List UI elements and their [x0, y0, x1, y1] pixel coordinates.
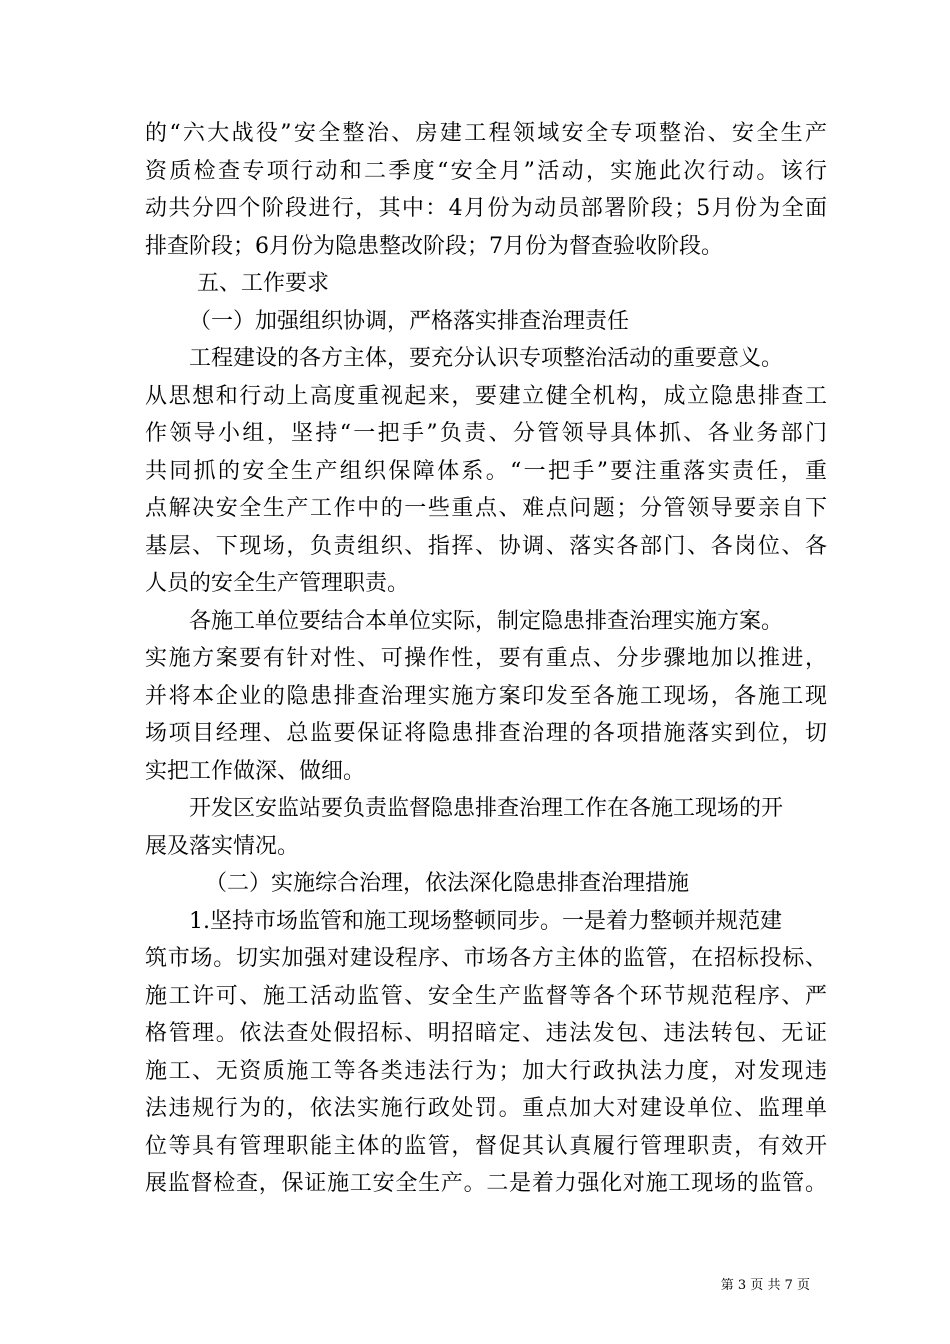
text-line: 展监督检查，保证施工安全生产。二是着力强化对施工现场的监管。 [145, 1171, 827, 1196]
text-line: 作领导小组，坚持“一把手”负责、分管领导具体抓、各业务部门 [145, 421, 827, 446]
text-line: 点解决安全生产工作中的一些重点、难点问题；分管领导要亲自下 [145, 496, 827, 521]
text-line: 法违规行为的，依法实施行政处罚。重点加大对建设单位、监理单 [145, 1096, 827, 1121]
text-line: 的“六大战役”安全整治、房建工程领域安全专项整治、安全生产 [145, 121, 827, 146]
text-line: 格管理。依法查处假招标、明招暗定、违法发包、违法转包、无证 [145, 1021, 827, 1046]
text-line: 位等具有管理职能主体的监管，督促其认真履行管理职责，有效开 [145, 1133, 827, 1159]
text-line: 排查阶段；6月份为隐患整改阶段；7月份为督查验收阶段。 [145, 233, 723, 259]
text-line: 展及落实情况。 [145, 833, 300, 859]
text-line: 1.坚持市场监管和施工现场整顿同步。一是着力整顿并规范建 [189, 908, 782, 934]
text-line: 各施工单位要结合本单位实际，制定隐患排查治理实施方案。 [189, 608, 784, 634]
text-line: 实施方案要有针对性、可操作性，要有重点、分步骤地加以推进， [145, 646, 827, 671]
text-line: 施工许可、施工活动监管、安全生产监督等各个环节规范程序、严 [145, 983, 827, 1009]
subsection-heading: （一）加强组织协调，严格落实排查治理责任 [189, 308, 630, 334]
text-line: 人员的安全生产管理职责。 [145, 571, 410, 596]
text-line: 并将本企业的隐患排查治理实施方案印发至各施工现场，各施工现 [145, 683, 827, 709]
document-body [145, 115, 827, 1203]
text-line: 施工、无资质施工等各类违法行为；加大行政执法力度，对发现违 [145, 1058, 827, 1084]
text-line: 共同抓的安全生产组织保障体系。“一把手”要注重落实责任，重 [145, 458, 827, 484]
page-number: 第 3 页 共 7 页 [720, 1278, 810, 1293]
text-line: 基层、下现场，负责组织、指挥、协调、落实各部门、各岗位、各 [145, 533, 827, 559]
text-line: 动共分四个阶段进行，其中：4月份为动员部署阶段；5月份为全面 [145, 196, 827, 221]
text-line: 资质检查专项行动和二季度“安全月”活动，实施此次行动。该行 [145, 158, 827, 184]
text-line: 从思想和行动上高度重视起来，要建立健全机构，成立隐患排查工 [145, 383, 827, 409]
text-line: 筑市场。切实加强对建设程序、市场各方主体的监管，在招标投标、 [145, 946, 827, 971]
text-line: 实把工作做深、做细。 [145, 758, 366, 784]
section-heading: 五、工作要求 [197, 271, 330, 296]
subsection-heading: （二）实施综合治理，依法深化隐患排查治理措施 [205, 871, 690, 896]
text-line: 开发区安监站要负责监督隐患排查治理工作在各施工现场的开 [189, 796, 784, 821]
text-line: 工程建设的各方主体，要充分认识专项整治活动的重要意义。 [189, 346, 784, 371]
text-line: 场项目经理、总监要保证将隐患排查治理的各项措施落实到位，切 [145, 721, 827, 746]
